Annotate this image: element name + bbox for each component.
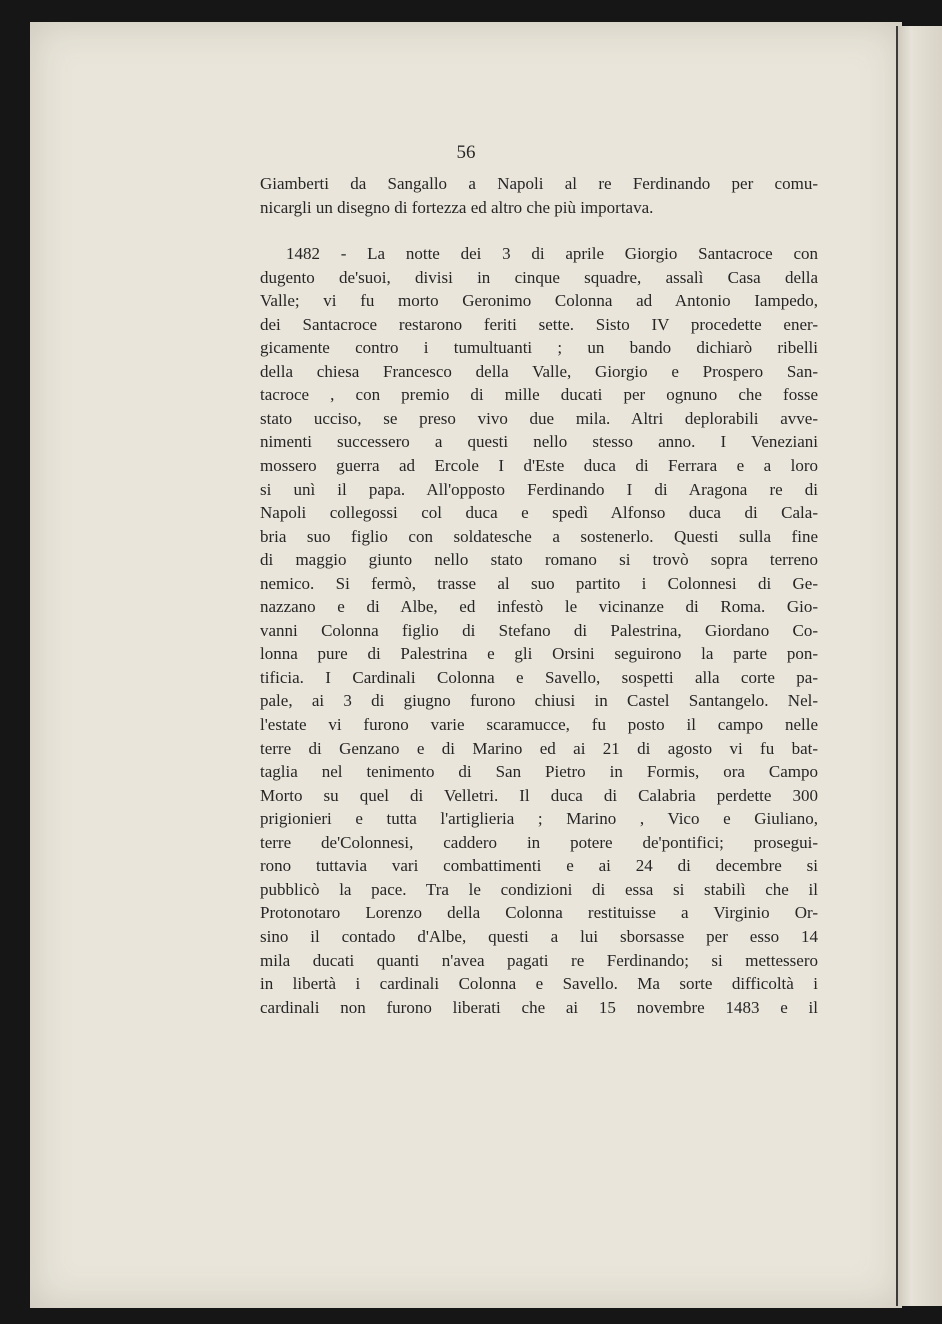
text-line: terre di Genzano e di Marino ed ai 21 di agosto vi fu bat-: [260, 738, 818, 758]
text-line: in libertà i cardinali Colonna e Savello. Ma sorte difficoltà i: [260, 974, 818, 994]
text-line: si unì il papa. All'opposto Ferdinando I di Aragona re di: [260, 479, 818, 499]
facing-page-edge: [898, 26, 942, 1306]
text-line: 1482 - La notte dei 3 di aprile Giorgio Santacroce con: [286, 244, 818, 264]
text-line: tificia. I Cardinali Colonna e Savello, sospetti alla corte pa-: [260, 667, 818, 687]
book-page: [30, 22, 902, 1308]
text-line: Valle; vi fu morto Geronimo Colonna ad Antonio Iampedo,: [260, 291, 818, 311]
text-line: cardinali non furono liberati che ai 15 novembre 1483 e il: [260, 997, 818, 1017]
paragraph-gap: [260, 219, 818, 242]
text-line: Protonotaro Lorenzo della Colonna restituisse a Virginio Or-: [260, 903, 818, 923]
text-line: nemico. Si fermò, trasse al suo partito i Colonnesi di Ge-: [260, 573, 818, 593]
text-line: mila ducati quanti n'avea pagati re Ferdinando; si mettessero: [260, 950, 818, 970]
text-line: dugento de'suoi, divisi in cinque squadre, assalì Casa della: [260, 267, 818, 287]
text-line: mossero guerra ad Ercole I d'Este duca di Ferrara e a loro: [260, 456, 818, 476]
text-line: gicamente contro i tumultuanti ; un bando dichiarò ribelli: [260, 338, 818, 358]
text-line: nicargli un disegno di fortezza ed altro che più importava.: [260, 197, 654, 217]
text-line: lonna pure di Palestrina e gli Orsini seguirono la parte pon-: [260, 644, 818, 664]
text-line: dei Santacroce restarono feriti sette. Sisto IV procedette ener-: [260, 314, 818, 334]
text-line: l'estate vi furono varie scaramucce, fu posto il campo nelle: [260, 715, 818, 735]
text-line: nimenti successero a questi nello stesso anno. I Veneziani: [260, 432, 818, 452]
text-line: pubblicò la pace. Tra le condizioni di essa si stabilì che il: [260, 879, 818, 899]
text-line: stato ucciso, se preso vivo due mila. Altri deplorabili avve-: [260, 408, 818, 428]
text-line: rono tuttavia vari combattimenti e ai 24 di decembre si: [260, 856, 818, 876]
text-line: tacroce , con premio di mille ducati per ognuno che fosse: [260, 385, 818, 405]
text-line: vanni Colonna figlio di Stefano di Palestrina, Giordano Co-: [260, 620, 818, 640]
page-number: 56: [456, 142, 476, 163]
text-line: sino il contado d'Albe, questi a lui sborsasse per esso 14: [260, 926, 818, 946]
paragraph: [260, 172, 818, 219]
text-line: Napoli collegossi col duca e spedì Alfonso duca di Cala-: [260, 503, 818, 523]
text-line: della chiesa Francesco della Valle, Giorgio e Prospero San-: [260, 361, 818, 381]
text-line: Giamberti da Sangallo a Napoli al re Ferdinando per comu-: [260, 174, 818, 193]
text-line: di maggio giunto nello stato romano si trovò sopra terreno: [260, 550, 818, 570]
text-line: terre de'Colonnesi, caddero in potere de'pontifici; prosegui-: [260, 832, 818, 852]
text-line: bria suo figlio con soldatesche a sostenerlo. Questi sulla fine: [260, 526, 818, 546]
paragraph: [260, 242, 818, 1019]
text-line: pale, ai 3 di giugno furono chiusi in Castel Santangelo. Nel-: [260, 691, 818, 711]
text-line: nazzano e di Albe, ed infestò le vicinanze di Roma. Gio-: [260, 597, 818, 617]
text-line: prigionieri e tutta l'artiglieria ; Marino , Vico e Giuliano,: [260, 809, 818, 829]
text-line: Morto su quel di Velletri. Il duca di Calabria perdette 300: [260, 785, 818, 805]
body-text: [260, 172, 818, 1019]
text-line: taglia nel tenimento di San Pietro in Formis, ora Campo: [260, 762, 818, 782]
